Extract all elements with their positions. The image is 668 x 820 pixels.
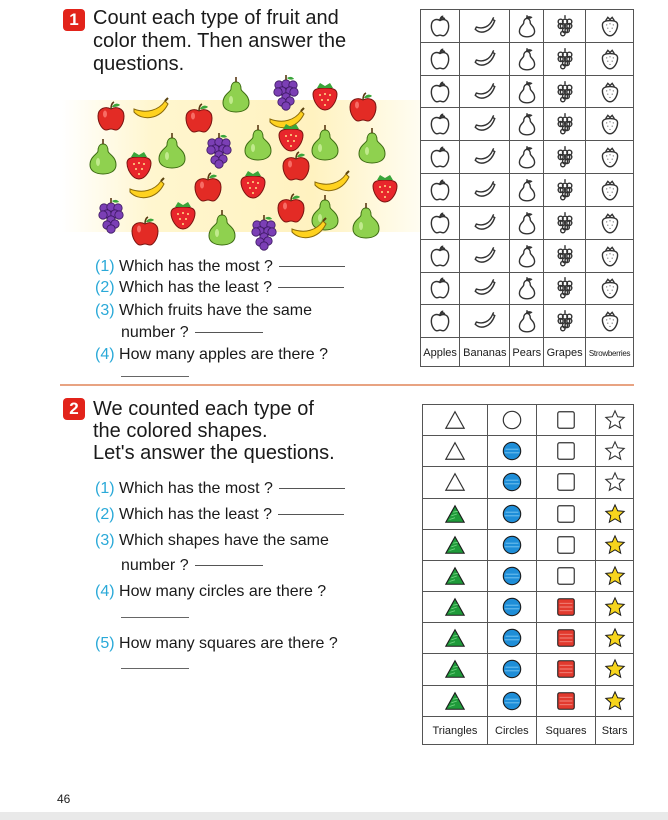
star-icon	[603, 503, 627, 525]
s2-question-4: (4) How many circles are there ?	[95, 583, 327, 600]
fruit-cell-apples[interactable]	[421, 108, 460, 141]
strawberry-icon	[171, 202, 195, 229]
strawberry-outline-icon	[597, 177, 623, 203]
shape-cell-stars[interactable]	[596, 405, 634, 436]
column-label: Grapes	[546, 347, 583, 360]
circle-icon	[500, 596, 524, 618]
circle-icon	[500, 503, 524, 525]
square-icon	[554, 471, 578, 493]
fruit-cell-grapes[interactable]	[544, 141, 586, 174]
banana-outline-icon	[472, 46, 498, 72]
shape-count-table	[422, 404, 634, 745]
section-2-title-line: We counted each type of	[93, 398, 314, 420]
shape-cell-squares[interactable]	[536, 592, 595, 623]
banana-icon	[134, 98, 168, 118]
section-2-title	[93, 398, 335, 464]
table-row	[421, 75, 634, 108]
table-row	[421, 10, 634, 43]
s1-question-2: (2) Which has the least ?	[95, 278, 344, 298]
star-icon	[603, 534, 627, 556]
shape-cell-triangles[interactable]	[423, 592, 488, 623]
circle-icon	[500, 440, 524, 462]
shape-cell-circles[interactable]	[487, 467, 536, 498]
triangle-icon	[443, 658, 467, 680]
fruit-cell-bananas[interactable]	[460, 239, 510, 272]
grapes-outline-icon	[552, 79, 578, 105]
s2-q4-answer-line[interactable]	[121, 617, 189, 618]
table-row	[423, 623, 634, 654]
triangle-icon	[443, 627, 467, 649]
section-2-badge: 2	[63, 398, 85, 420]
column-label: Stars	[601, 725, 628, 738]
grapes-icon	[274, 75, 298, 110]
pear-outline-icon	[514, 177, 540, 203]
fruit-cell-bananas[interactable]	[460, 174, 510, 207]
shape-cell-stars[interactable]	[596, 529, 634, 560]
fruit-cell-grapes[interactable]	[544, 174, 586, 207]
strawberry-outline-icon	[597, 13, 623, 39]
shape-cell-stars[interactable]	[596, 623, 634, 654]
apple-icon	[186, 104, 212, 132]
fruit-cell-apples[interactable]	[421, 10, 460, 43]
square-icon	[554, 596, 578, 618]
circle-icon	[500, 627, 524, 649]
strawberry-outline-icon	[597, 46, 623, 72]
triangle-icon	[443, 471, 467, 493]
pear-icon	[90, 139, 116, 174]
shape-cell-squares[interactable]	[536, 685, 595, 716]
column-label: Strowberries	[588, 349, 631, 359]
fruit-cell-grapes[interactable]	[544, 239, 586, 272]
banana-outline-icon	[472, 275, 498, 301]
table-row	[421, 108, 634, 141]
pear-icon	[359, 128, 385, 163]
strawberry-icon	[373, 175, 397, 202]
grapes-outline-icon	[552, 243, 578, 269]
star-icon	[603, 690, 627, 712]
triangle-icon	[443, 690, 467, 712]
square-icon	[554, 534, 578, 556]
fruit-cell-bananas[interactable]	[460, 272, 510, 305]
shape-cell-circles[interactable]	[487, 685, 536, 716]
s1-q4-answer-line[interactable]	[121, 376, 189, 377]
table-row	[421, 206, 634, 239]
shape-cell-stars[interactable]	[596, 498, 634, 529]
section-2-title-line: Let's answer the questions.	[93, 442, 335, 464]
s2-question-5: (5) How many squares are there ?	[95, 635, 338, 652]
pear-icon	[245, 125, 271, 160]
apple-outline-icon	[427, 210, 453, 236]
fruit-cell-bananas[interactable]	[460, 141, 510, 174]
apple-outline-icon	[427, 177, 453, 203]
shape-cell-squares[interactable]	[536, 498, 595, 529]
column-label: Apples	[423, 347, 457, 360]
apple-icon	[283, 152, 309, 180]
banana-outline-icon	[472, 210, 498, 236]
fruit-cell-grapes[interactable]	[544, 75, 586, 108]
square-icon	[554, 658, 578, 680]
star-icon	[603, 440, 627, 462]
table-row	[423, 560, 634, 591]
fruit-cell-grapes[interactable]	[544, 108, 586, 141]
fruit-cell-bananas[interactable]	[460, 206, 510, 239]
grapes-outline-icon	[552, 308, 578, 334]
pear-outline-icon	[514, 13, 540, 39]
table-row	[423, 529, 634, 560]
strawberry-outline-icon	[597, 111, 623, 137]
section-divider	[60, 384, 634, 386]
shape-cell-circles[interactable]	[487, 560, 536, 591]
column-label: Triangles	[432, 725, 478, 738]
banana-icon	[315, 171, 349, 191]
fruit-cell-apples[interactable]	[421, 141, 460, 174]
fruit-cell-pears[interactable]	[510, 42, 544, 75]
table-row	[421, 174, 634, 207]
fruit-cell-bananas[interactable]	[460, 75, 510, 108]
grapes-outline-icon	[552, 111, 578, 137]
column-label: Squares	[545, 725, 587, 738]
circle-icon	[500, 471, 524, 493]
fruit-cell-grapes[interactable]	[544, 305, 586, 338]
fruit-cell-pears[interactable]	[510, 305, 544, 338]
fruit-cell-strowberries[interactable]	[586, 42, 634, 75]
banana-outline-icon	[472, 243, 498, 269]
s1-question-4: (4) How many apples are there ?	[95, 346, 329, 363]
square-icon	[554, 409, 578, 431]
shape-cell-triangles[interactable]	[423, 623, 488, 654]
circle-icon	[500, 409, 524, 431]
shape-cell-triangles[interactable]	[423, 436, 488, 467]
apple-outline-icon	[427, 243, 453, 269]
grapes-outline-icon	[552, 177, 578, 203]
pear-outline-icon	[514, 308, 540, 334]
grapes-icon	[99, 198, 123, 233]
answer-blank[interactable]	[279, 488, 345, 489]
banana-outline-icon	[472, 177, 498, 203]
shape-cell-squares[interactable]	[536, 560, 595, 591]
shape-cell-triangles[interactable]	[423, 685, 488, 716]
fruit-cell-strowberries[interactable]	[586, 10, 634, 43]
table-row	[421, 272, 634, 305]
fruit-cell-apples[interactable]	[421, 75, 460, 108]
fruit-cell-strowberries[interactable]	[586, 141, 634, 174]
grapes-outline-icon	[552, 275, 578, 301]
shape-cell-triangles[interactable]	[423, 560, 488, 591]
page-number: 46	[57, 792, 71, 806]
shape-cell-circles[interactable]	[487, 529, 536, 560]
strawberry-outline-icon	[597, 308, 623, 334]
strawberry-icon	[127, 152, 151, 179]
strawberry-outline-icon	[597, 210, 623, 236]
apple-outline-icon	[427, 111, 453, 137]
strawberry-icon	[313, 83, 337, 110]
shape-cell-circles[interactable]	[487, 436, 536, 467]
star-icon	[603, 409, 627, 431]
star-icon	[603, 565, 627, 587]
fruit-cell-bananas[interactable]	[460, 42, 510, 75]
table-row	[421, 42, 634, 75]
s1-question-3-cont: number ?	[121, 323, 263, 343]
triangle-icon	[443, 409, 467, 431]
shape-cell-squares[interactable]	[536, 405, 595, 436]
grapes-outline-icon	[552, 46, 578, 72]
fruit-cell-pears[interactable]	[510, 174, 544, 207]
fruit-cell-apples[interactable]	[421, 42, 460, 75]
strawberry-outline-icon	[597, 243, 623, 269]
shape-cell-triangles[interactable]	[423, 654, 488, 685]
pear-outline-icon	[514, 46, 540, 72]
answer-blank[interactable]	[195, 565, 263, 566]
banana-outline-icon	[472, 144, 498, 170]
table-row	[423, 405, 634, 436]
table-header-row	[421, 338, 634, 367]
apple-outline-icon	[427, 275, 453, 301]
shape-cell-stars[interactable]	[596, 436, 634, 467]
star-icon	[603, 596, 627, 618]
grapes-outline-icon	[552, 13, 578, 39]
apple-icon	[98, 102, 124, 130]
banana-outline-icon	[472, 79, 498, 105]
fruit-cell-apples[interactable]	[421, 206, 460, 239]
fruit-count-table	[420, 9, 634, 367]
apple-outline-icon	[427, 308, 453, 334]
apple-icon	[195, 173, 221, 201]
column-label: Circles	[495, 725, 529, 738]
fruit-cell-strowberries[interactable]	[586, 239, 634, 272]
grapes-outline-icon	[552, 144, 578, 170]
pear-outline-icon	[514, 79, 540, 105]
star-icon	[603, 627, 627, 649]
shape-cell-circles[interactable]	[487, 592, 536, 623]
apple-outline-icon	[427, 46, 453, 72]
page-bottom-edge	[0, 812, 668, 820]
answer-blank[interactable]	[278, 514, 344, 515]
fruit-cell-pears[interactable]	[510, 108, 544, 141]
shape-cell-circles[interactable]	[487, 498, 536, 529]
fruit-cell-pears[interactable]	[510, 239, 544, 272]
fruit-cell-strowberries[interactable]	[586, 305, 634, 338]
shape-cell-squares[interactable]	[536, 623, 595, 654]
answer-blank[interactable]	[278, 287, 344, 288]
apple-outline-icon	[427, 79, 453, 105]
banana-outline-icon	[472, 111, 498, 137]
triangle-icon	[443, 440, 467, 462]
s1-question-3: (3) Which fruits have the same	[95, 302, 312, 319]
s2-q5-answer-line[interactable]	[121, 668, 189, 669]
apple-icon	[350, 93, 376, 121]
pear-icon	[312, 125, 338, 160]
pear-outline-icon	[514, 243, 540, 269]
table-row	[423, 436, 634, 467]
square-icon	[554, 627, 578, 649]
fruit-cell-grapes[interactable]	[544, 10, 586, 43]
fruit-cell-grapes[interactable]	[544, 42, 586, 75]
table-row	[423, 592, 634, 623]
shape-cell-stars[interactable]	[596, 654, 634, 685]
table-row	[423, 685, 634, 716]
apple-outline-icon	[427, 144, 453, 170]
fruit-cell-grapes[interactable]	[544, 272, 586, 305]
table-header-row	[423, 716, 634, 744]
fruit-cell-pears[interactable]	[510, 141, 544, 174]
fruit-cell-pears[interactable]	[510, 10, 544, 43]
answer-blank[interactable]	[195, 332, 263, 333]
s2-question-3-cont: number ?	[121, 556, 263, 576]
apple-icon	[132, 217, 158, 245]
s2-question-3: (3) Which shapes have the same	[95, 532, 329, 549]
fruit-scatter-illustration	[0, 0, 430, 260]
fruit-cell-pears[interactable]	[510, 75, 544, 108]
circle-icon	[500, 534, 524, 556]
fruit-cell-apples[interactable]	[421, 174, 460, 207]
square-icon	[554, 565, 578, 587]
pear-outline-icon	[514, 275, 540, 301]
square-icon	[554, 440, 578, 462]
section-1-title-line: color them. Then answer the	[93, 30, 347, 52]
column-label: Bananas	[463, 347, 507, 360]
section-1-badge: 1	[63, 9, 85, 31]
table-row	[421, 141, 634, 174]
apple-icon	[278, 194, 304, 222]
strawberry-outline-icon	[597, 144, 623, 170]
grapes-icon	[252, 215, 276, 250]
strawberry-outline-icon	[597, 79, 623, 105]
circle-icon	[500, 658, 524, 680]
section-1-title-line: questions.	[93, 53, 185, 75]
shape-cell-triangles[interactable]	[423, 467, 488, 498]
star-icon	[603, 658, 627, 680]
pear-outline-icon	[514, 144, 540, 170]
fruit-cell-strowberries[interactable]	[586, 174, 634, 207]
circle-icon	[500, 690, 524, 712]
pear-outline-icon	[514, 111, 540, 137]
fruit-cell-apples[interactable]	[421, 239, 460, 272]
fruit-cell-bananas[interactable]	[460, 10, 510, 43]
fruit-cell-strowberries[interactable]	[586, 75, 634, 108]
column-label: Pears	[512, 347, 542, 360]
shape-cell-squares[interactable]	[536, 467, 595, 498]
fruit-cell-pears[interactable]	[510, 206, 544, 239]
pear-icon	[159, 133, 185, 168]
triangle-icon	[443, 503, 467, 525]
triangle-icon	[443, 565, 467, 587]
fruit-cell-bananas[interactable]	[460, 108, 510, 141]
table-row	[423, 467, 634, 498]
pear-outline-icon	[514, 210, 540, 236]
fruit-cell-pears[interactable]	[510, 272, 544, 305]
grapes-outline-icon	[552, 210, 578, 236]
section-1-title-line: Count each type of fruit and	[93, 7, 339, 29]
shape-cell-squares[interactable]	[536, 529, 595, 560]
fruit-cell-apples[interactable]	[421, 305, 460, 338]
shape-cell-stars[interactable]	[596, 685, 634, 716]
shape-cell-stars[interactable]	[596, 592, 634, 623]
section-2-title-line: the colored shapes.	[93, 420, 268, 442]
shape-cell-triangles[interactable]	[423, 529, 488, 560]
circle-icon	[500, 565, 524, 587]
s1-question-1: (1) Which has the most ?	[95, 257, 345, 277]
fruit-cell-apples[interactable]	[421, 272, 460, 305]
table-row	[421, 305, 634, 338]
strawberry-outline-icon	[597, 275, 623, 301]
shape-cell-circles[interactable]	[487, 654, 536, 685]
fruit-cell-grapes[interactable]	[544, 206, 586, 239]
banana-outline-icon	[472, 13, 498, 39]
table-row	[423, 498, 634, 529]
grapes-icon	[207, 133, 231, 168]
shape-cell-squares[interactable]	[536, 436, 595, 467]
shape-cell-circles[interactable]	[487, 405, 536, 436]
shape-cell-triangles[interactable]	[423, 498, 488, 529]
table-row	[423, 654, 634, 685]
answer-blank[interactable]	[279, 266, 345, 267]
shape-cell-stars[interactable]	[596, 467, 634, 498]
banana-outline-icon	[472, 308, 498, 334]
square-icon	[554, 690, 578, 712]
fruit-cell-bananas[interactable]	[460, 305, 510, 338]
pear-icon	[209, 210, 235, 245]
banana-icon	[130, 178, 164, 198]
pear-icon	[223, 77, 249, 112]
s2-question-2: (2) Which has the least ?	[95, 505, 344, 525]
shape-cell-triangles[interactable]	[423, 405, 488, 436]
star-icon	[603, 471, 627, 493]
square-icon	[554, 503, 578, 525]
apple-outline-icon	[427, 13, 453, 39]
fruit-cell-strowberries[interactable]	[586, 272, 634, 305]
shape-cell-stars[interactable]	[596, 560, 634, 591]
shape-cell-squares[interactable]	[536, 654, 595, 685]
fruit-cell-strowberries[interactable]	[586, 206, 634, 239]
triangle-icon	[443, 534, 467, 556]
triangle-icon	[443, 596, 467, 618]
strawberry-icon	[241, 171, 265, 198]
shape-cell-circles[interactable]	[487, 623, 536, 654]
table-row	[421, 239, 634, 272]
s2-question-1: (1) Which has the most ?	[95, 479, 345, 499]
fruit-cell-strowberries[interactable]	[586, 108, 634, 141]
pear-icon	[353, 203, 379, 238]
